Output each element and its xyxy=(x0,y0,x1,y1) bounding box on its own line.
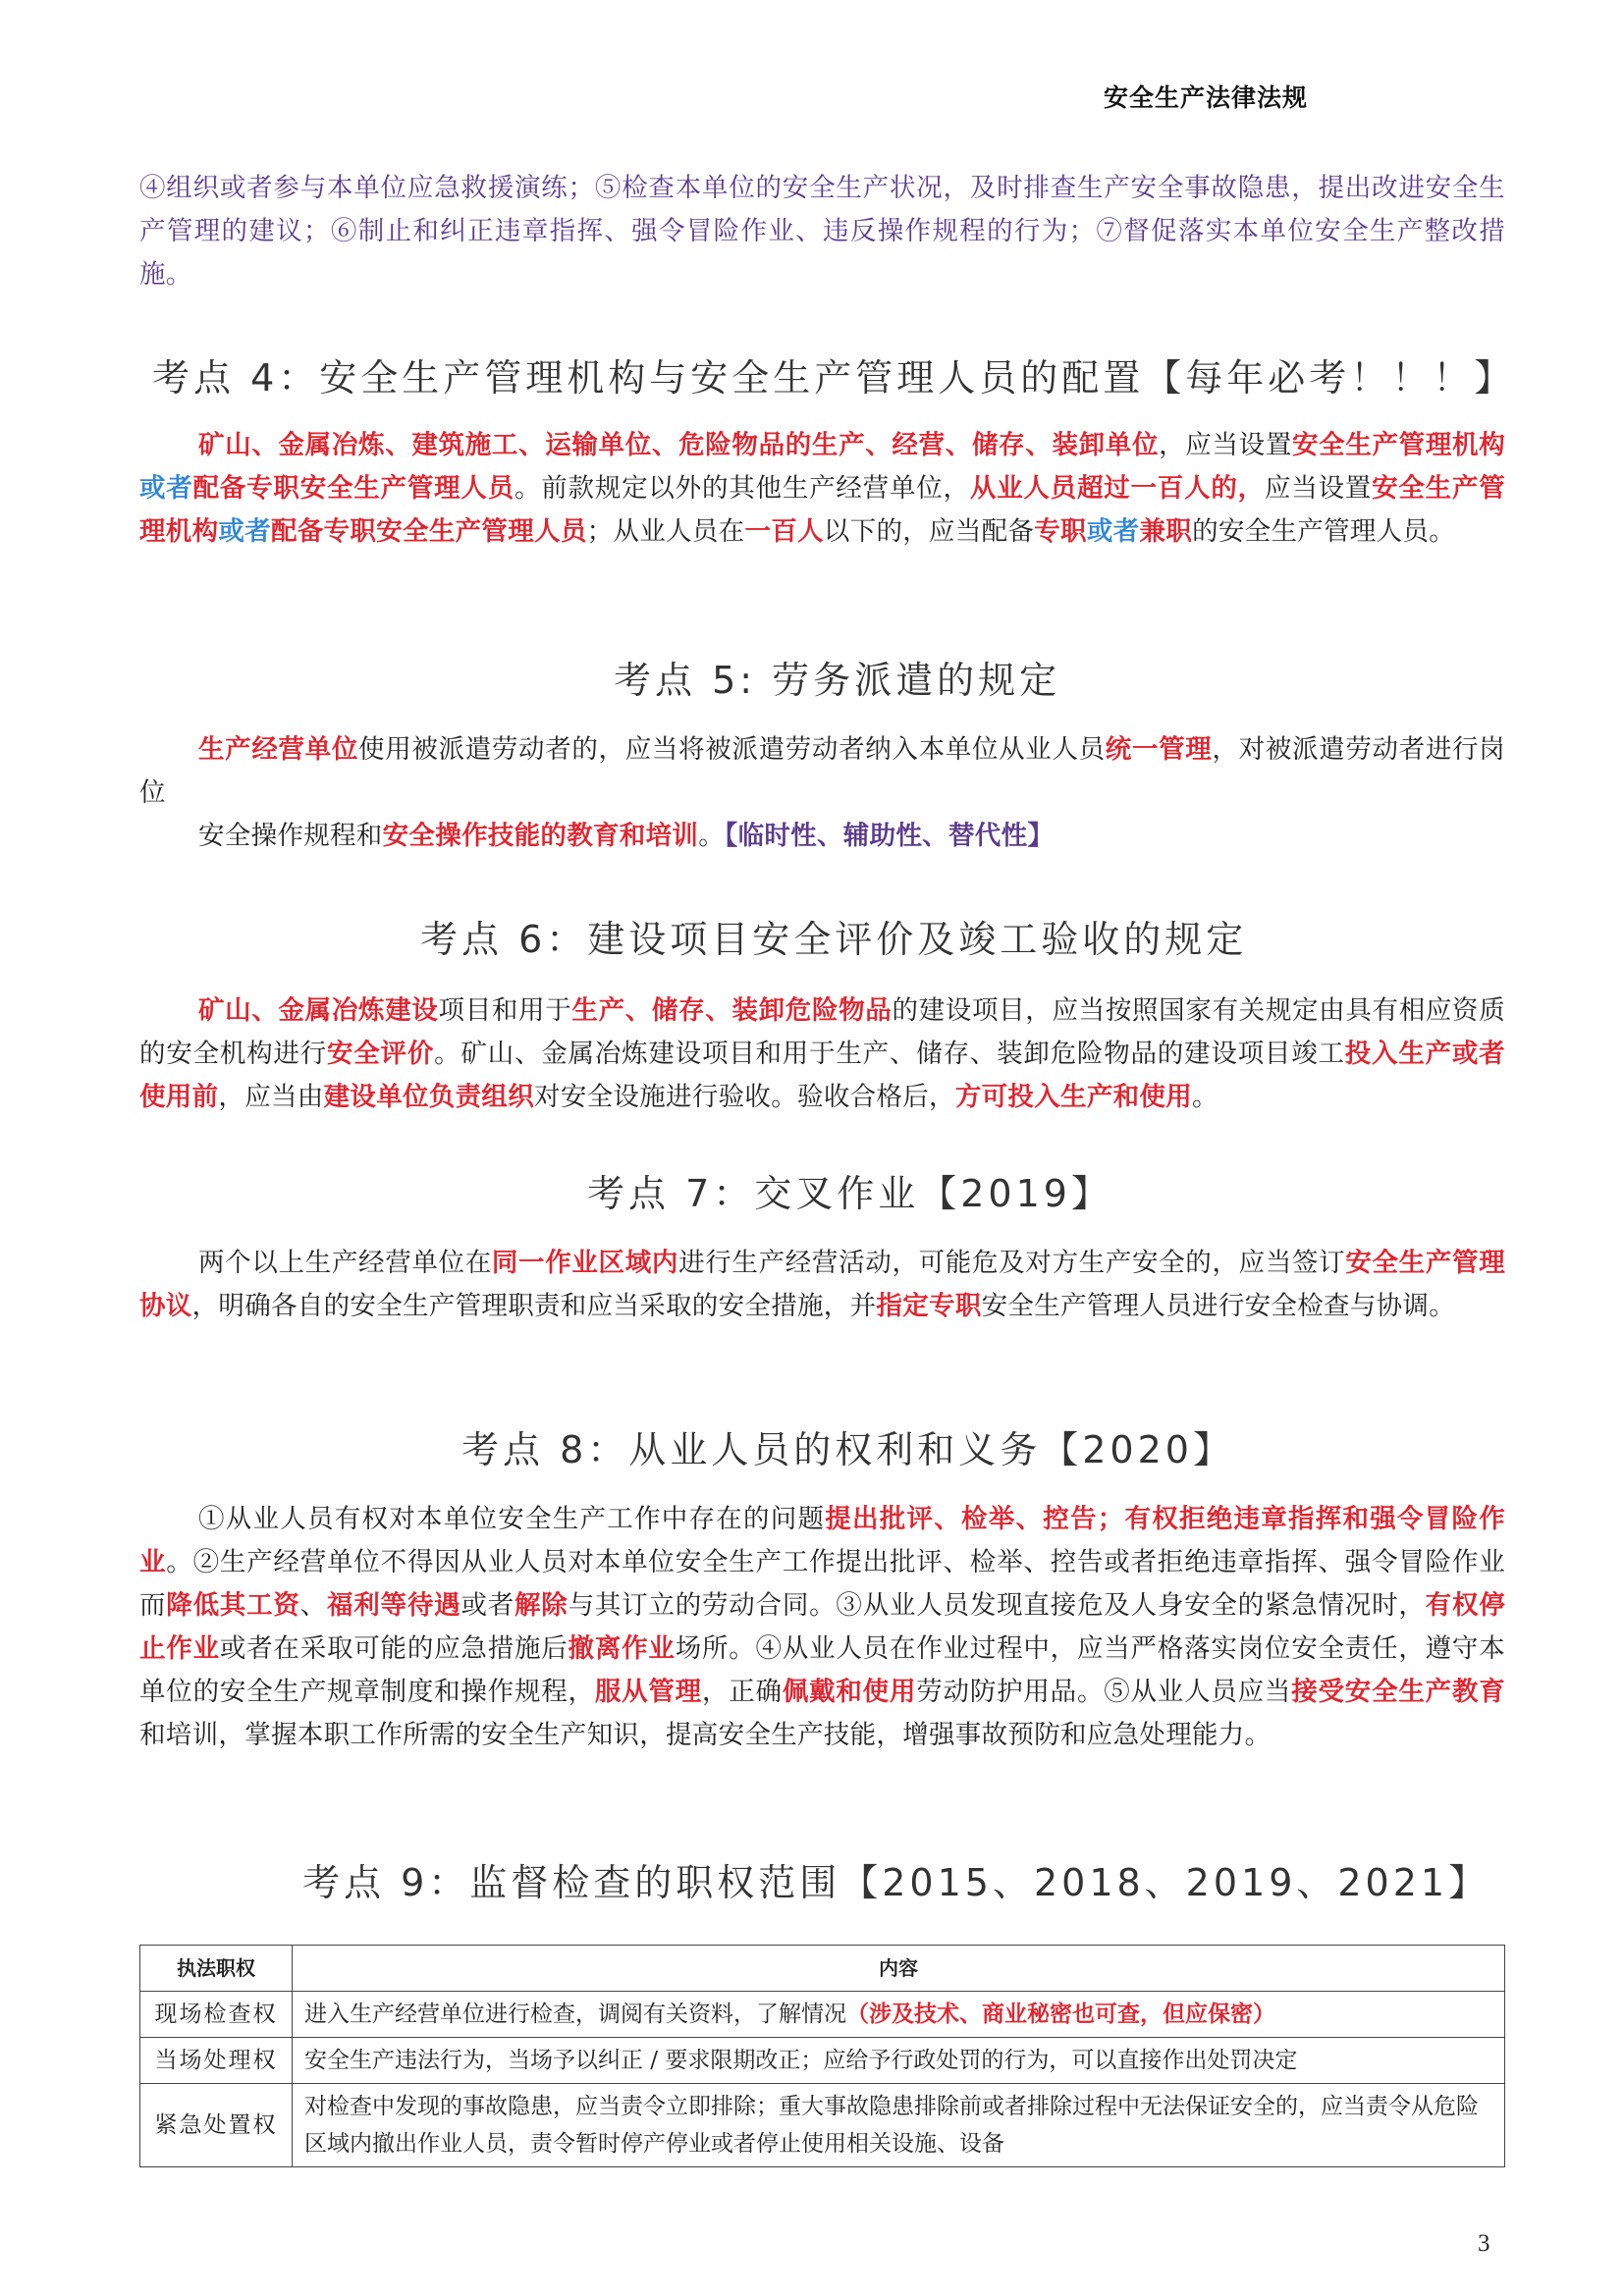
text-run: 安全生产管理机构 xyxy=(1292,430,1505,460)
text-run: 进入生产经营单位进行检查，调阅有关资料，了解情况 xyxy=(304,2002,846,2027)
section-5-heading: 考点 5: 劳务派遣的规定 xyxy=(614,659,1061,702)
text-run: ；从业人员在 xyxy=(586,516,745,547)
text-run: 安全评价 xyxy=(326,1039,435,1069)
text-run: ，应当设置 xyxy=(1159,430,1292,460)
text-run: 生产经营单位 xyxy=(198,734,359,765)
text-run: 降低其工资 xyxy=(166,1590,300,1621)
text-run: 【临时性、辅助性、替代性】 xyxy=(725,821,1055,851)
text-run: 安全生产管理机构 xyxy=(139,473,1506,547)
power-label: 当场处理权 xyxy=(140,2038,293,2084)
power-label: 紧急处置权 xyxy=(140,2084,293,2167)
section-5-paragraph-1 xyxy=(139,728,1505,815)
text-run: 或者 xyxy=(460,1590,515,1621)
text-run: 统一管理 xyxy=(1105,734,1213,765)
text-run: 两个以上生产经营单位在 xyxy=(198,1248,492,1278)
text-run: 和培训，掌握本职工作所需的安全生产知识，提高安全生产技能，增强事故预防和应急处理能力。 xyxy=(139,1720,1272,1750)
text-run: 使用被派遣劳动者的，应当将被派遣劳动者纳入本单位从业人员 xyxy=(358,734,1106,765)
section-9-heading: 考点 9：监督检查的职权范围【2015、2018、2019、2021】 xyxy=(302,1861,1490,1904)
section-4-paragraph xyxy=(139,424,1505,554)
power-content xyxy=(293,1992,1505,2038)
table-row xyxy=(140,2084,1505,2167)
text-run: ，正确 xyxy=(701,1677,783,1707)
table-row xyxy=(140,2038,1505,2084)
text-run: 兼职 xyxy=(1139,516,1193,547)
text-run: 接受安全生产教育 xyxy=(1291,1677,1506,1707)
text-run: 。 xyxy=(698,821,726,851)
text-run: ①从业人员有权对本单位安全生产工作中存在的问题 xyxy=(198,1504,826,1534)
table-header-cell: 执法职权 xyxy=(140,1946,293,1992)
text-run: 以下的，应当配备 xyxy=(823,516,1035,547)
section-8-heading: 考点 8：从业人员的权利和义务【2020】 xyxy=(461,1428,1234,1471)
running-header: 安全生产法律法规 xyxy=(1104,83,1309,112)
text-run: 。前款规定以外的其他生产经营单位， xyxy=(514,473,970,504)
text-run: 的安全生产管理人员。 xyxy=(1192,516,1456,547)
text-run: 服从管理 xyxy=(594,1677,702,1707)
section-6-heading: 考点 6：建设项目安全评价及竣工验收的规定 xyxy=(420,918,1248,961)
text-run: 或者 xyxy=(1086,516,1140,547)
text-run: 方可投入生产和使用 xyxy=(954,1082,1193,1112)
power-content: 安全生产违法行为，当场予以纠正 / 要求限期改正；应给予行政处罚的行为，可以直接作出处罚决定 xyxy=(293,2038,1505,2084)
text-run: 专职 xyxy=(1034,516,1087,547)
text-run: 一百人 xyxy=(744,516,824,547)
text-run: ，应当由 xyxy=(218,1082,324,1112)
text-run: 。 xyxy=(1192,1082,1218,1112)
text-run: 。矿山、金属冶炼建设项目和用于生产、储存、装卸危险物品的建设项目竣工 xyxy=(434,1039,1345,1069)
table-header-cell: 内容 xyxy=(293,1946,1505,1992)
section-7-heading: 考点 7：交叉作业【2019】 xyxy=(587,1172,1112,1215)
text-run: 安全操作技能的教育和培训 xyxy=(382,821,699,851)
section-6-paragraph xyxy=(139,989,1505,1119)
text-run: 矿山、金属冶炼、建筑施工、运输单位、危险物品的生产、经营、储存、装卸单位 xyxy=(198,430,1160,460)
text-run: 投入生产或者使用前 xyxy=(139,1039,1505,1112)
text-run: 安全生产管理人员进行安全检查与协调。 xyxy=(981,1291,1456,1321)
section-8-paragraph xyxy=(139,1498,1505,1757)
text-run: 配备专职安全生产管理人员 xyxy=(271,516,587,547)
text-run: 场所。④从业人员在作业过程中，应当严格落实岗位安全责任，遵守本单位的安全生产规章制度和操作规程， xyxy=(139,1633,1505,1707)
text-run: 对安全设施进行验收。验收合格后， xyxy=(534,1082,955,1112)
text-run: 。②生产经营单位不得因从业人员对本单位安全生产工作提出批评、检举、控告或者拒绝违章指挥、强令冒险作业而 xyxy=(139,1547,1505,1621)
section-7-paragraph xyxy=(139,1242,1505,1328)
text-run: 进行生产经营活动，可能危及对方生产安全的，应当签订 xyxy=(678,1248,1346,1278)
text-run: 福利等待遇 xyxy=(327,1590,461,1621)
text-run: 矿山、金属冶炼建设 xyxy=(198,995,439,1026)
text-run: 佩戴和使用 xyxy=(782,1677,917,1707)
intro-paragraph: ④组织或者参与本单位应急救援演练；⑤检查本单位的安全生产状况，及时排查生产安全事故隐患，提出改进安全生产管理的建议；⑥制止和纠正违章指挥、强令冒险作业、违反操作规程的行为；⑦督促落实本单位安全生产整改措施。 xyxy=(139,173,1505,290)
text-run: 应当设置 xyxy=(1264,473,1373,504)
text-run: 生产、储存、装卸危险物品 xyxy=(571,995,893,1026)
table-row xyxy=(140,1992,1505,2038)
text-run: 建设单位负责组织 xyxy=(323,1082,535,1112)
text-run: 指定专职 xyxy=(876,1291,982,1321)
text-run: 与其订立的劳动合同。③从业人员发现直接危及人身安全的紧急情况时， xyxy=(568,1590,1426,1621)
text-run: 、 xyxy=(299,1590,328,1621)
text-run: 撤离作业 xyxy=(568,1633,676,1664)
text-run: 的建设项目，应当按照国家有关规定由具有相应资质的安全机构进行 xyxy=(139,995,1506,1069)
text-run: 劳动防护用品。⑤从业人员应当 xyxy=(916,1677,1292,1707)
text-run: 解除 xyxy=(514,1590,568,1621)
power-content: 对检查中发现的事故隐患，应当责令立即排除；重大事故隐患排除前或者排除过程中无法保证安全的，应当责令从危险区域内撤出作业人员，责令暂时停产停业或者停止使用相关设施、设备 xyxy=(293,2084,1505,2167)
text-run: 或者 xyxy=(218,516,272,547)
text-run: ，明确各自的安全生产管理职责和应当采取的安全措施，并 xyxy=(191,1291,877,1321)
table-header-row xyxy=(140,1946,1505,1992)
power-label: 现场检查权 xyxy=(140,1992,293,2038)
text-run: 安全操作规程和 xyxy=(198,821,383,851)
text-run: 提出批评、检举、控告；有权拒绝违章指挥和强令冒险作业 xyxy=(139,1504,1506,1577)
text-run: 或者在采取可能的应急措施后 xyxy=(219,1633,568,1664)
text-run: （涉及技术、商业秘密也可查，但应保密） xyxy=(846,2001,1275,2027)
section-5-paragraph-2 xyxy=(139,815,1505,858)
text-run: 配备专职安全生产管理人员 xyxy=(192,473,514,504)
text-run: 安全生产管理协议 xyxy=(139,1248,1505,1321)
text-run: 项目和用于 xyxy=(438,995,572,1026)
section-4-heading: 考点 4：安全生产管理机构与安全生产管理人员的配置【每年必考！！！】 xyxy=(152,356,1516,400)
page-number: 3 xyxy=(1478,2230,1490,2257)
text-run: 或者 xyxy=(139,473,193,504)
text-run: 从业人员超过一百人的， xyxy=(969,473,1265,504)
text-run: 同一作业区域内 xyxy=(491,1248,679,1278)
text-run: ，对被派遣劳动者进行岗位 xyxy=(139,734,1505,808)
text-run: 有权停止作业 xyxy=(139,1590,1506,1664)
enforcement-powers-table xyxy=(139,1945,1505,2167)
